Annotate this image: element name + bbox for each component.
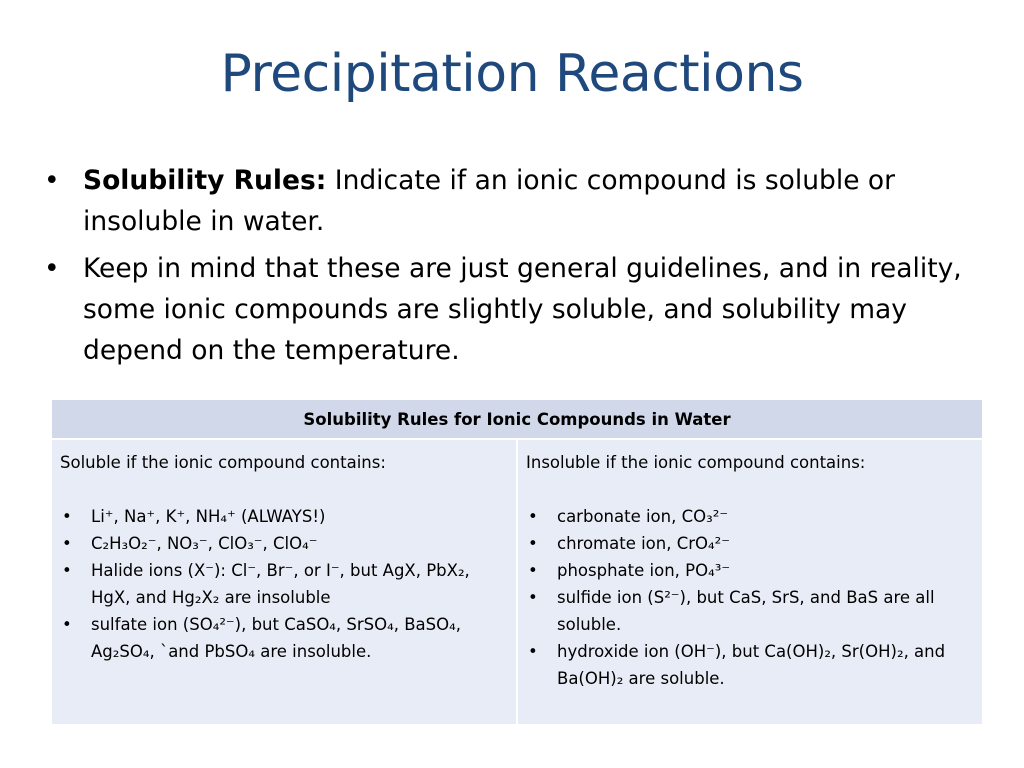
insoluble-heading: Insoluble if the ionic compound contains:	[526, 453, 866, 472]
bullet-list	[40, 160, 980, 377]
bullet-item	[40, 248, 980, 371]
bullet-text: Keep in mind that these are just general guidelines, and in reality, some ionic compounds are slightly soluble, and solubility may depend on the temperature.	[83, 253, 962, 366]
list-item: • Halide ions (X⁻): Cl⁻, Br⁻, or I⁻, but AgX, PbX₂, HgX, and Hg₂X₂ are insoluble	[60, 557, 506, 611]
list-item: • sulfide ion (S²⁻), but CaS, SrS, and BaS are all soluble.	[526, 584, 972, 638]
list-item: • C₂H₃O₂⁻, NO₃⁻, ClO₃⁻, ClO₄⁻	[60, 530, 506, 557]
soluble-heading: Soluble if the ionic compound contains:	[60, 453, 386, 472]
bullet-text: Indicate if an ionic compound is soluble or insoluble in water.	[83, 165, 896, 237]
soluble-list	[60, 503, 506, 665]
list-item: • chromate ion, CrO₄²⁻	[526, 530, 972, 557]
list-item: • carbonate ion, CO₃²⁻	[526, 503, 972, 530]
list-item: • hydroxide ion (OH⁻), but Ca(OH)₂, Sr(OH)₂, and Ba(OH)₂ are soluble.	[526, 638, 972, 692]
solubility-table	[52, 400, 982, 724]
list-item: • Li⁺, Na⁺, K⁺, NH₄⁺ (ALWAYS!)	[60, 503, 506, 530]
list-item: • sulfate ion (SO₄²⁻), but CaSO₄, SrSO₄, BaSO₄, Ag₂SO₄, `and PbSO₄ are insoluble.	[60, 611, 506, 665]
bullet-item	[40, 160, 980, 242]
slide-title: Precipitation Reactions	[220, 44, 804, 104]
bullet-lead: Solubility Rules:	[83, 165, 327, 196]
table-header: Solubility Rules for Ionic Compounds in Water	[52, 400, 982, 439]
soluble-column	[52, 439, 517, 724]
list-item: • phosphate ion, PO₄³⁻	[526, 557, 972, 584]
insoluble-column	[517, 439, 982, 724]
insoluble-list	[526, 503, 972, 692]
